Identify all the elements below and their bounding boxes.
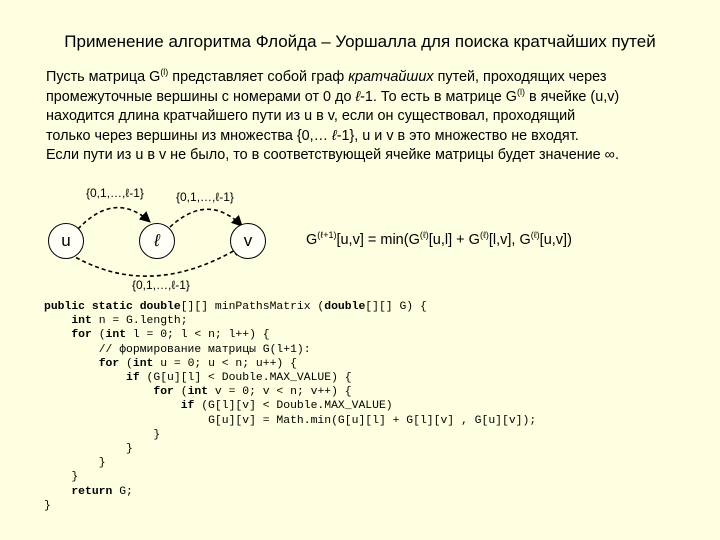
para-line-3: находится длина кратчайшего пути из u в v, если он существовал, проходящий: [46, 108, 576, 125]
edge-l-to-v: [170, 209, 242, 227]
code-line: for (int l = 0; l < n; l++) {: [71, 329, 270, 342]
code-line: if (G[l][v] < Double.MAX_VALUE): [180, 400, 393, 413]
edge-label-u-l: {0,1,…,ℓ-1}: [86, 186, 144, 200]
code-line: G[u][v] = Math.min(G[u][l] + G[l][v] , G[u][v]);: [208, 414, 537, 427]
code-line: public static double[][] minPathsMatrix (double[][] G) {: [44, 301, 427, 313]
code-line: }: [153, 428, 161, 441]
code-line: // формирование матрицы G(l+1):: [98, 343, 311, 356]
para-line-5: Если пути из u в v не было, то в соответствующей ячейке матрицы будет значение ∞.: [46, 147, 619, 164]
slide-title: Применение алгоритма Флойда – Уоршалла для поиска кратчайших путей: [64, 32, 656, 51]
para-line-2: промежуточные вершины с номерами от 0 до ℓ-1. То есть в матрице $G^{(l)}$ в ячейке (u,v): [46, 86, 620, 105]
edge-label-u-v: {0,1,…,ℓ-1}: [132, 278, 190, 292]
node-l: ℓ: [139, 223, 175, 259]
code-line: return G;: [71, 485, 133, 498]
code-listing: [44, 300, 536, 513]
code-line: }: [126, 443, 133, 456]
recurrence-formula: $G^{(\ell+1)}[u,v] = \min(G^{(\ell)}[u,l] + G^{(\ell)}[l,v]$, $G^{(\ell)}[u,v]$): [306, 230, 572, 248]
code-line: for (int v = 0; v < n; v++) {: [153, 386, 352, 399]
edge-label-l-v: {0,1,…,ℓ-1}: [176, 190, 234, 204]
node-u: u: [48, 223, 84, 259]
para-line-1: Пусть матрица $G^{(l)}$ представляет собой граф кратчайших путей, проходящих через: [46, 67, 607, 85]
description-paragraph: [46, 68, 706, 166]
code-line: }: [98, 457, 106, 470]
edge-u-to-l: [78, 208, 150, 229]
para-line-4: только через вершины из множества {0,… ℓ-1}, u и v в это множество не входят.: [46, 127, 579, 144]
node-v: v: [230, 223, 266, 259]
code-line: }: [44, 499, 51, 512]
code-line: if (G[u][l] < Double.MAX_VALUE) {: [126, 372, 352, 385]
code-line: int n = G.length;: [71, 315, 188, 328]
code-line: for (int u = 0; u < n; u++) {: [98, 357, 297, 370]
code-line: }: [71, 471, 79, 484]
